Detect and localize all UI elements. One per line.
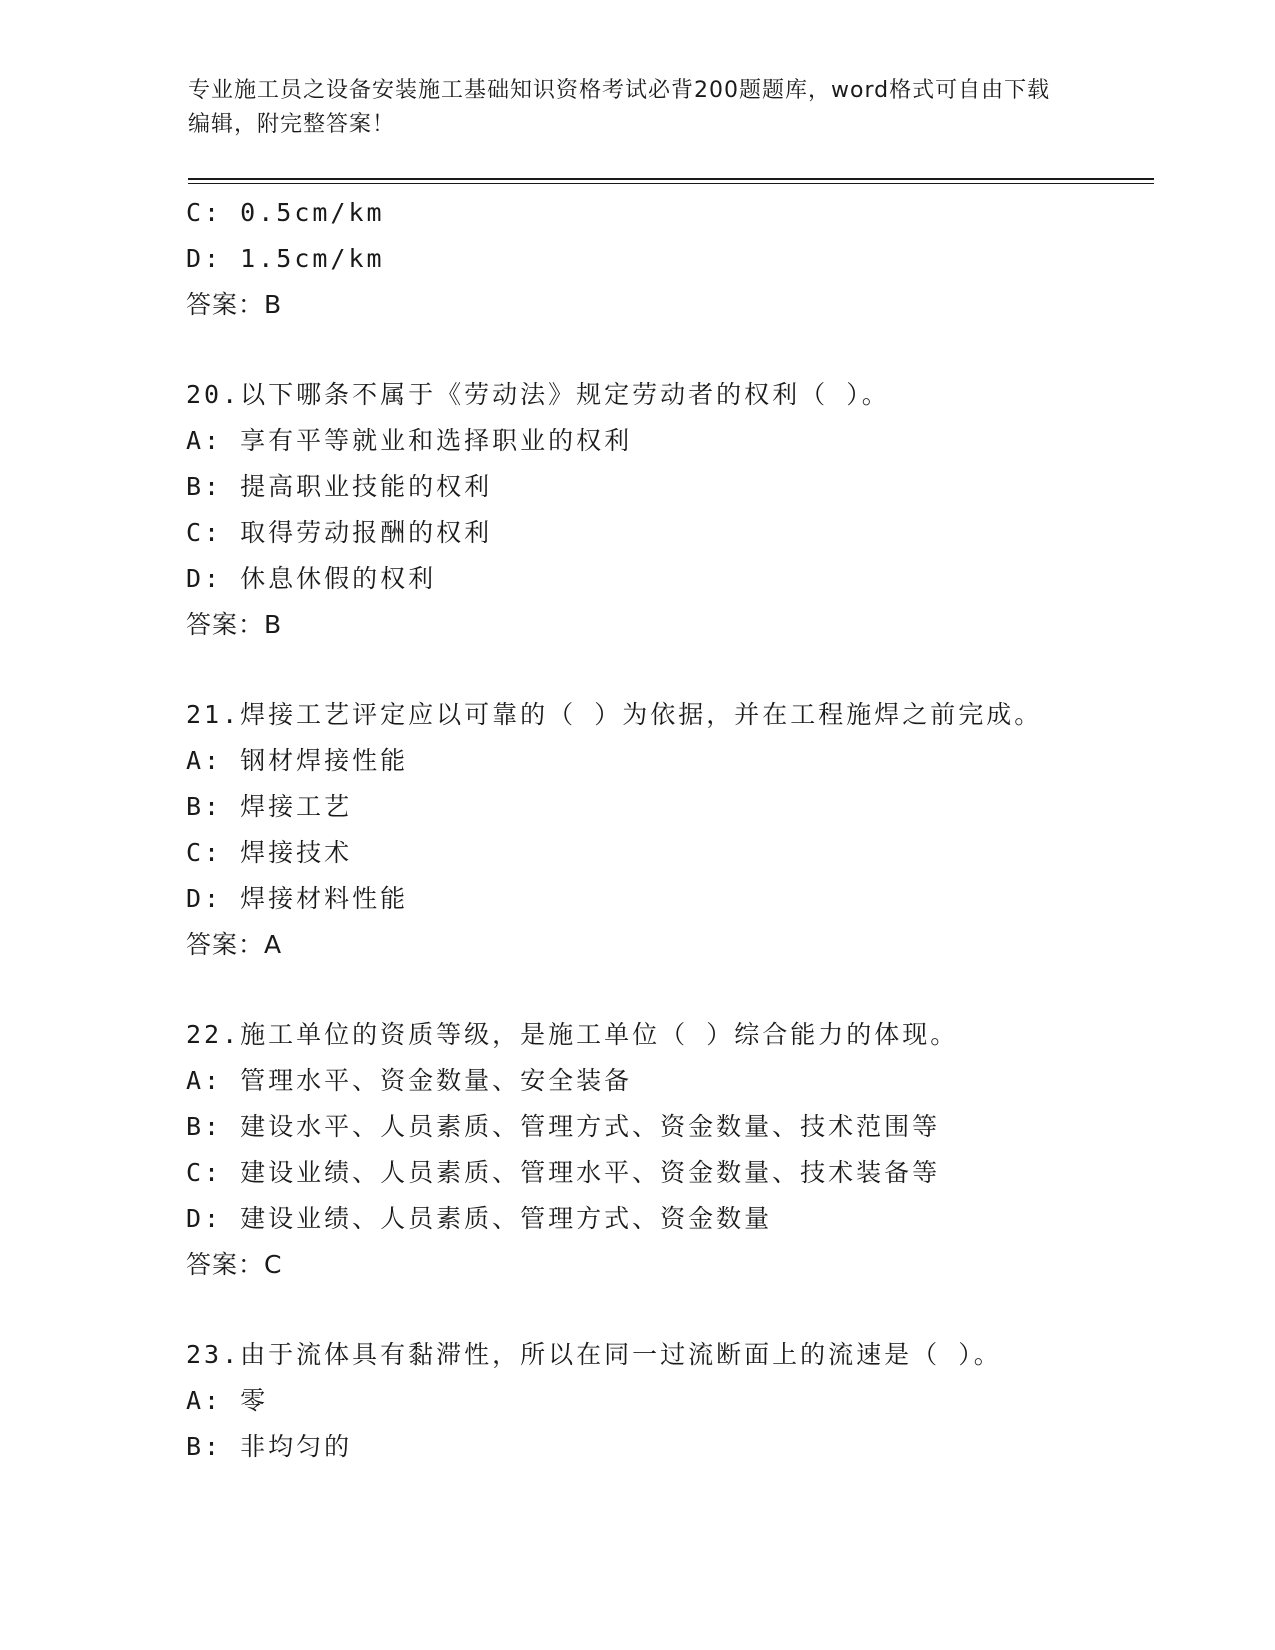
option-label: D: xyxy=(186,244,223,273)
option-a xyxy=(186,418,1166,464)
option-c xyxy=(186,830,1166,876)
option-c xyxy=(186,510,1166,556)
option-text: 0.5cm/km xyxy=(240,198,385,227)
document-title: 专业施工员之设备安装施工基础知识资格考试必背200题题库，word格式可自由下载编辑，附完整答案！ xyxy=(188,78,1051,137)
option-b xyxy=(186,784,1166,830)
option-text: 焊接技术 xyxy=(240,838,353,867)
option-text: 享有平等就业和选择职业的权利 xyxy=(240,426,633,455)
option-d xyxy=(186,556,1166,602)
option-text: 提高职业技能的权利 xyxy=(240,472,493,501)
question-stem: 23.由于流体具有黏滞性，所以在同一过流断面上的流速是（ ）。 xyxy=(186,1340,1002,1369)
option-label: D: xyxy=(186,884,223,913)
answer-line: 答案：B xyxy=(186,610,283,639)
answer-line: 答案：C xyxy=(186,1250,283,1279)
option-d xyxy=(186,1196,1166,1242)
option-label: B: xyxy=(186,792,223,821)
option-label: C: xyxy=(186,1158,223,1187)
option-b xyxy=(186,1104,1166,1150)
option-text: 1.5cm/km xyxy=(240,244,385,273)
option-a xyxy=(186,738,1166,784)
question-23 xyxy=(186,1332,1166,1470)
question-21 xyxy=(186,692,1166,968)
question-22 xyxy=(186,1012,1166,1288)
question-20 xyxy=(186,372,1166,648)
option-label: C: xyxy=(186,198,223,227)
option-a xyxy=(186,1058,1166,1104)
question-stem: 22.施工单位的资质等级，是施工单位（ ）综合能力的体现。 xyxy=(186,1020,959,1049)
option-d xyxy=(186,876,1166,922)
option-b xyxy=(186,464,1166,510)
question-list xyxy=(186,190,1166,1470)
option-label: B: xyxy=(186,472,223,501)
option-label: B: xyxy=(186,1432,223,1461)
option-text: 非均匀的 xyxy=(240,1432,353,1461)
option-text: 焊接工艺 xyxy=(240,792,353,821)
option-text: 建设水平、人员素质、管理方式、资金数量、技术范围等 xyxy=(240,1112,941,1141)
header-divider-thin xyxy=(188,183,1154,184)
option-text: 管理水平、资金数量、安全装备 xyxy=(240,1066,633,1095)
option-label: A: xyxy=(186,1066,223,1095)
answer-line: 答案：A xyxy=(186,930,283,959)
option-d xyxy=(186,236,1166,282)
option-label: A: xyxy=(186,426,223,455)
option-label: D: xyxy=(186,564,223,593)
option-text: 焊接材料性能 xyxy=(240,884,409,913)
option-text: 取得劳动报酬的权利 xyxy=(240,518,493,547)
option-text: 建设业绩、人员素质、管理水平、资金数量、技术装备等 xyxy=(240,1158,941,1187)
option-label: A: xyxy=(186,746,223,775)
header-divider-thick xyxy=(188,178,1154,180)
option-label: B: xyxy=(186,1112,223,1141)
document-header xyxy=(188,74,1068,142)
question-stem: 20.以下哪条不属于《劳动法》规定劳动者的权利（ ）。 xyxy=(186,380,890,409)
option-text: 建设业绩、人员素质、管理方式、资金数量 xyxy=(240,1204,773,1233)
option-b xyxy=(186,1424,1166,1470)
question-stem: 21.焊接工艺评定应以可靠的（ ）为依据，并在工程施焊之前完成。 xyxy=(186,700,1043,729)
answer-line: 答案：B xyxy=(186,290,283,319)
option-label: D: xyxy=(186,1204,223,1233)
option-a xyxy=(186,1378,1166,1424)
option-text: 钢材焊接性能 xyxy=(240,746,409,775)
option-text: 休息休假的权利 xyxy=(240,564,437,593)
option-c xyxy=(186,1150,1166,1196)
option-label: C: xyxy=(186,838,223,867)
option-label: A: xyxy=(186,1386,223,1415)
option-text: 零 xyxy=(240,1386,269,1415)
question-partial xyxy=(186,190,1166,328)
option-label: C: xyxy=(186,518,223,547)
option-c xyxy=(186,190,1166,236)
